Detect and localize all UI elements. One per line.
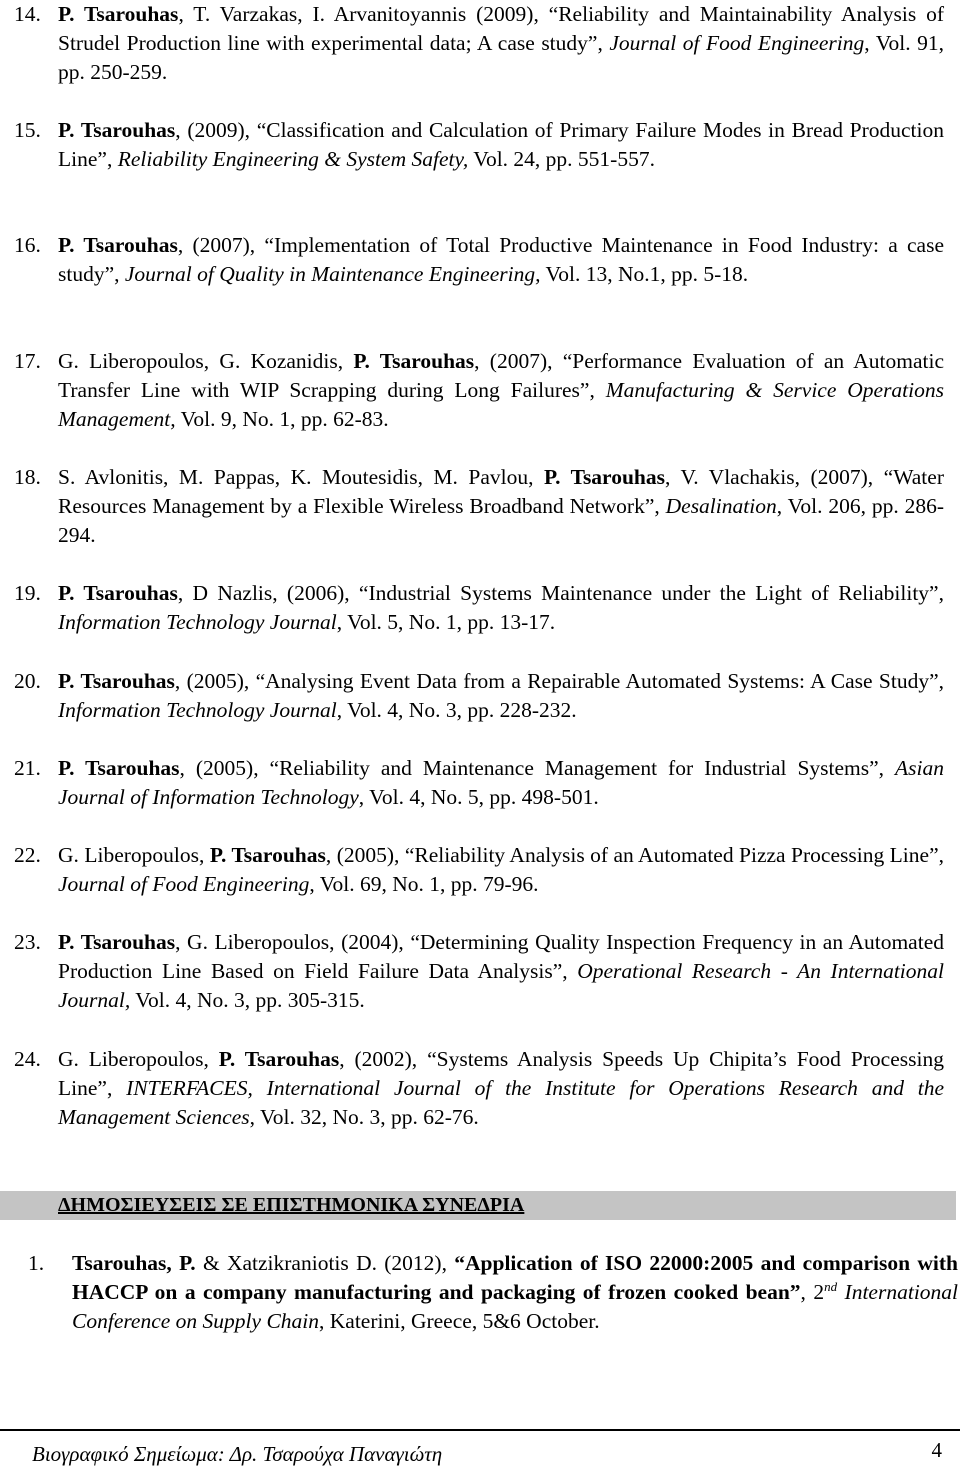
author-name: “Application of ISO 22000:2005 and comparison with HACCP on a company manufacturing and packaging of frozen cooked bean” <box>72 1251 958 1304</box>
reference-number: 20. <box>14 669 41 693</box>
journal-title: Asian Journal of Information Technology <box>58 756 944 809</box>
author-name: P. Tsarouhas <box>543 465 665 489</box>
reference-text <box>58 0 944 87</box>
author-name: P. Tsarouhas <box>353 349 475 373</box>
citation-fragment: , Vol. 32, No. 3, pp. 62-76. <box>249 1105 479 1129</box>
reference-entry <box>14 116 944 174</box>
citation-fragment: , V. Vlachakis, (2007), “Water Resources Management by a Flexible Wireless Broadband Network”, <box>58 465 944 518</box>
reference-number: 15. <box>14 118 41 142</box>
reference-number: 23. <box>14 930 41 954</box>
citation-fragment: & Xatzikraniotis D. (2012), <box>195 1251 455 1275</box>
reference-entry <box>14 928 944 1015</box>
citation-fragment: , (2009), “Classification and Calculation of Primary Failure Modes in Bread Production Line”, <box>58 118 944 171</box>
reference-entry <box>14 231 944 289</box>
reference-number: 18. <box>14 465 41 489</box>
author-name: P. Tsarouhas <box>58 581 178 605</box>
citation-fragment: G. Liberopoulos, <box>58 843 210 867</box>
citation-fragment: Vol. 13, No.1, pp. 5-18. <box>540 262 749 286</box>
reference-entry <box>14 754 944 812</box>
conference-number: 1. <box>28 1251 45 1275</box>
citation-fragment: Vol. 9, No. 1, pp. 62-83. <box>175 407 389 431</box>
citation-fragment: , Vol. 4, No. 5, pp. 498-501. <box>358 785 599 809</box>
reference-text <box>58 463 944 550</box>
citation-fragment <box>837 1280 844 1304</box>
author-name: P. Tsarouhas <box>58 2 179 26</box>
reference-number: 14. <box>14 2 41 26</box>
footer-author: Βιογραφικό Σημείωμα: Δρ. Τσαρούχα Παναγιώτη <box>32 1442 443 1466</box>
page-number: 4 <box>931 1438 942 1462</box>
citation-fragment: , 2 <box>800 1280 825 1304</box>
reference-number: 16. <box>14 233 41 257</box>
citation-fragment: Vol. 4, No. 3, pp. 305-315. <box>130 988 365 1012</box>
citation-fragment: Vol. 24, pp. 551-557. <box>468 147 655 171</box>
author-name: P. Tsarouhas <box>58 233 178 257</box>
journal-title: Operational Research - An International Journal, <box>58 959 944 1012</box>
citation-fragment: , (2002), “Systems Analysis Speeds Up Chipita’s Food Processing Line”, <box>58 1047 944 1100</box>
citation-fragment: , G. Liberopoulos, (2004), “Determining Quality Inspection Frequency in an Automated Production Line Based on Field Failure Data Analysis”, <box>58 930 944 983</box>
journal-title: Manufacturing & Service Operations Management, <box>58 378 944 431</box>
reference-entry <box>14 347 944 434</box>
reference-text <box>58 231 944 289</box>
reference-entry <box>14 0 944 87</box>
section-header-bar <box>0 1191 956 1220</box>
citation-fragment: , (2007), “Implementation of Total Productive Maintenance in Food Industry: a case study”, <box>58 233 944 286</box>
reference-text <box>58 116 944 174</box>
reference-text <box>58 928 944 1015</box>
author-name: P. Tsarouhas <box>58 669 175 693</box>
citation-fragment: , Katerini, Greece, 5&6 October. <box>319 1309 600 1333</box>
reference-number: 22. <box>14 843 41 867</box>
reference-text <box>58 579 944 637</box>
author-name: P. Tsarouhas <box>58 756 180 780</box>
reference-text <box>58 667 944 725</box>
citation-fragment: , T. Varzakas, I. Arvanitoyannis (2009), “Reliability and Maintainability Analysis of Strudel Production line with experimental data; A case study”, <box>58 2 944 55</box>
author-name: P. Tsarouhas <box>209 843 326 867</box>
reference-entry <box>14 579 944 637</box>
citation-fragment: , Vol. 91, pp. 250-259. <box>58 31 944 84</box>
reference-number: 21. <box>14 756 41 780</box>
citation-fragment: , Vol. 5, No. 1, pp. 13-17. <box>336 610 556 634</box>
reference-entry <box>14 463 944 550</box>
reference-number: 19. <box>14 581 41 605</box>
reference-number: 24. <box>14 1047 41 1071</box>
reference-entry <box>14 667 944 725</box>
citation-fragment: G. Liberopoulos, G. Kozanidis, <box>58 349 354 373</box>
journal-title: INTERFACES, International Journal of the Institute for Operations Research and the Management Sciences <box>58 1076 944 1129</box>
citation-fragment: , D Nazlis, (2006), “Industrial Systems Maintenance under the Light of Reliability”, <box>177 581 944 605</box>
citation-fragment: G. Liberopoulos, <box>58 1047 219 1071</box>
author-name: P. Tsarouhas <box>58 118 176 142</box>
citation-fragment: , Vol. 206, pp. 286-294. <box>58 494 944 547</box>
reference-entry <box>14 841 944 899</box>
journal-title: Journal of Quality in Maintenance Engineering, <box>124 262 541 286</box>
reference-text <box>58 347 944 434</box>
citation-fragment: , (2007), “Performance Evaluation of an Automatic Transfer Line with WIP Scrapping during Long Failures”, <box>58 349 944 402</box>
journal-title: Desalination <box>665 494 777 518</box>
journal-title: Journal of Food Engineering <box>58 872 310 896</box>
journal-title: Information Technology Journal <box>58 698 337 722</box>
conference-text <box>72 1249 958 1336</box>
section-title: ΔΗΜΟΣΙΕΥΣΕΙΣ ΣΕ ΕΠΙΣΤΗΜΟΝΙΚΑ ΣΥΝΕΔΡΙΑ <box>58 1194 525 1216</box>
reference-text <box>58 1045 944 1132</box>
author-name: P. Tsarouhas <box>218 1047 340 1071</box>
author-name: Tsarouhas, P. <box>72 1251 196 1275</box>
journal-title: Information Technology Journal <box>58 610 337 634</box>
citation-fragment: , (2005), “Reliability and Maintenance Management for Industrial Systems”, <box>179 756 896 780</box>
citation-fragment: S. Avlonitis, M. Pappas, K. Moutesidis, M. Pavlou, <box>58 465 544 489</box>
reference-entry <box>14 1045 944 1132</box>
citation-fragment: , (2005), “Reliability Analysis of an Automated Pizza Processing Line”, <box>325 843 944 867</box>
citation-fragment: nd <box>824 1278 838 1294</box>
journal-title: Reliability Engineering & System Safety, <box>117 147 469 171</box>
citation-fragment: , Vol. 69, No. 1, pp. 79-96. <box>309 872 539 896</box>
reference-text <box>58 841 944 899</box>
reference-number: 17. <box>14 349 41 373</box>
conference-entry <box>28 1249 958 1336</box>
citation-fragment: , Vol. 4, No. 3, pp. 228-232. <box>336 698 577 722</box>
journal-title: International Conference on Supply Chain <box>72 1280 959 1333</box>
footer-divider <box>0 1429 960 1431</box>
reference-text <box>58 754 944 812</box>
journal-title: Journal of Food Engineering <box>609 31 865 55</box>
citation-fragment: , (2005), “Analysing Event Data from a Repairable Automated Systems: A Case Study”, <box>174 669 944 693</box>
author-name: P. Tsarouhas <box>58 930 176 954</box>
